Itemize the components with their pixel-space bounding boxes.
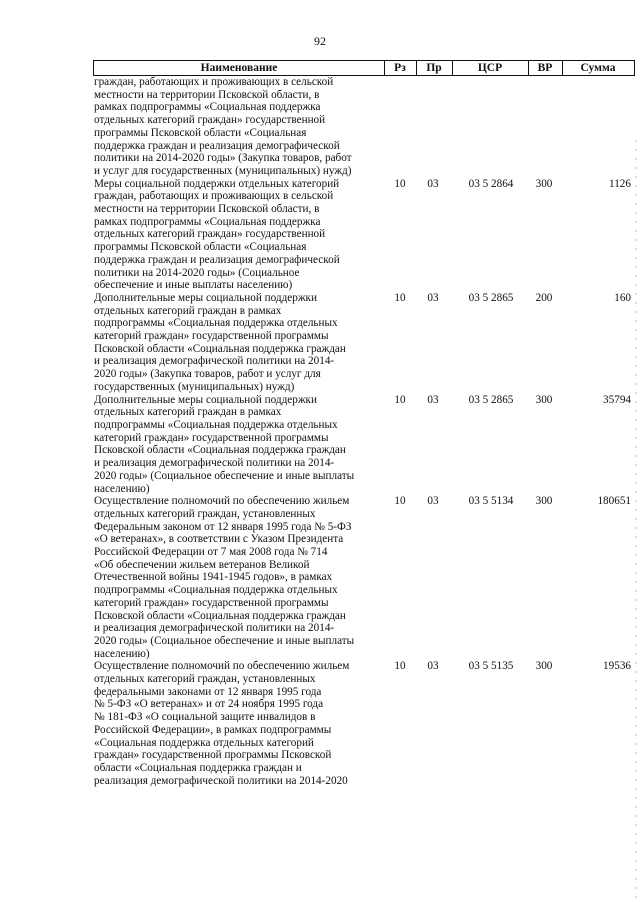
table-body: [93, 76, 635, 787]
row-vr: 300: [535, 495, 553, 508]
header-rz: Рз: [394, 62, 406, 74]
row-name: Дополнительные меры социальной поддержки отдельных категорий граждан в рамках подпрограммы «Социальная поддержка отдельных категорий граждан» государственной программы Псковской области «Социальная поддержка граждан и реализация демографической политики на 2014- 2020 годы» (Закупка товаров, работ и услуг для государственных (муниципальных) нужд): [94, 291, 346, 393]
row-pr: 03: [427, 177, 439, 190]
page-number: 92: [314, 34, 326, 48]
row-name: Меры социальной поддержки отдельных категорий граждан, работающих и проживающих в сельской местности на территории Псковской области, в рамках подпрограммы «Социальная поддержка отдельных категорий граждан» государственной программы Псковской области «Социальная поддержка граждан и реализация демографической политики на 2014-2020 годы» (Социальное обеспечение и иные выплаты населению): [94, 177, 340, 292]
row-sum: 35794: [603, 393, 631, 406]
budget-table: [93, 60, 635, 787]
row-vr: 300: [535, 177, 553, 190]
row-name: Дополнительные меры социальной поддержки отдельных категорий граждан в рамках подпрограммы «Социальная поддержка отдельных категорий граждан» государственной программы Псковской области «Социальная поддержка граждан и реализация демографической политики на 2014- 2020 годы» (Социальное обеспечение и иные выплаты населению): [94, 393, 355, 495]
row-sum: 160: [614, 291, 631, 304]
header-csr: ЦСР: [477, 62, 503, 74]
row-name: Осуществление полномочий по обеспечению жильем отдельных категорий граждан, установленных Федеральным законом от 12 января 1995 года № 5-ФЗ «О ветеранах», в соответствии с Указом Президента Российской Федерации от 7 мая 2008 года № 714 «Об обеспечении жильем ветеранов Великой Отечественной войны 1941-1945 годов», в рамках подпрограммы «Социальная поддержка отдельных категорий граждан» государственной программы Псковской области «Социальная поддержка граждан и реализация демографической политики на 2014- 2020 годы» (Социальное обеспечение и иные выплаты населению): [94, 495, 355, 660]
row-csr: 03 5 5135: [468, 660, 514, 673]
table-row: [93, 76, 635, 178]
row-rz: 10: [394, 177, 406, 190]
table-row: [93, 660, 635, 787]
row-rz: 10: [394, 495, 406, 508]
row-pr: 03: [427, 291, 439, 304]
row-csr: 03 5 2864: [468, 177, 514, 190]
table-row: [93, 495, 635, 660]
table-row: [93, 292, 635, 394]
row-pr: 03: [427, 495, 439, 508]
row-rz: 10: [394, 291, 406, 304]
row-sum: 180651: [597, 495, 631, 508]
row-sum: 19536: [603, 660, 631, 673]
row-name: Осуществление полномочий по обеспечению жильем отдельных категорий граждан, установленных федеральными законами от 12 января 1995 года № 5-ФЗ «О ветеранах» и от 24 ноября 1995 года № 181-ФЗ «О социальной защите инвалидов в Российской Федерации», в рамках подпрограммы «Социальная поддержка отдельных категорий граждан» государственной программы Псковской области «Социальная поддержка граждан и реализация демографической политики на 2014-2020: [94, 660, 350, 787]
header-pr: Пр: [426, 62, 442, 74]
row-vr: 300: [535, 393, 553, 406]
table-header: [93, 60, 635, 76]
row-csr: 03 5 5134: [468, 495, 514, 508]
row-rz: 10: [394, 393, 406, 406]
row-pr: 03: [427, 393, 439, 406]
header-vr: ВР: [537, 62, 553, 74]
table-row: [93, 178, 635, 292]
row-rz: 10: [394, 660, 406, 673]
row-vr: 300: [535, 660, 553, 673]
row-csr: 03 5 2865: [468, 291, 514, 304]
table-row: [93, 394, 635, 496]
scan-edge-artifact: [635, 140, 637, 900]
row-pr: 03: [427, 660, 439, 673]
row-csr: 03 5 2865: [468, 393, 514, 406]
header-name: Наименование: [200, 62, 278, 74]
row-vr: 200: [535, 291, 553, 304]
row-sum: 1126: [609, 177, 631, 190]
row-name: граждан, работающих и проживающих в сельской местности на территории Псковской области, в рамках подпрограммы «Социальная поддержка отдельных категорий граждан» государственной программы Псковской области «Социальная поддержка граждан и реализация демографической политики на 2014-2020 годы» (Закупка товаров, работ и услуг для государственных (муниципальных) нужд): [94, 76, 352, 177]
header-sum: Сумма: [580, 62, 616, 74]
